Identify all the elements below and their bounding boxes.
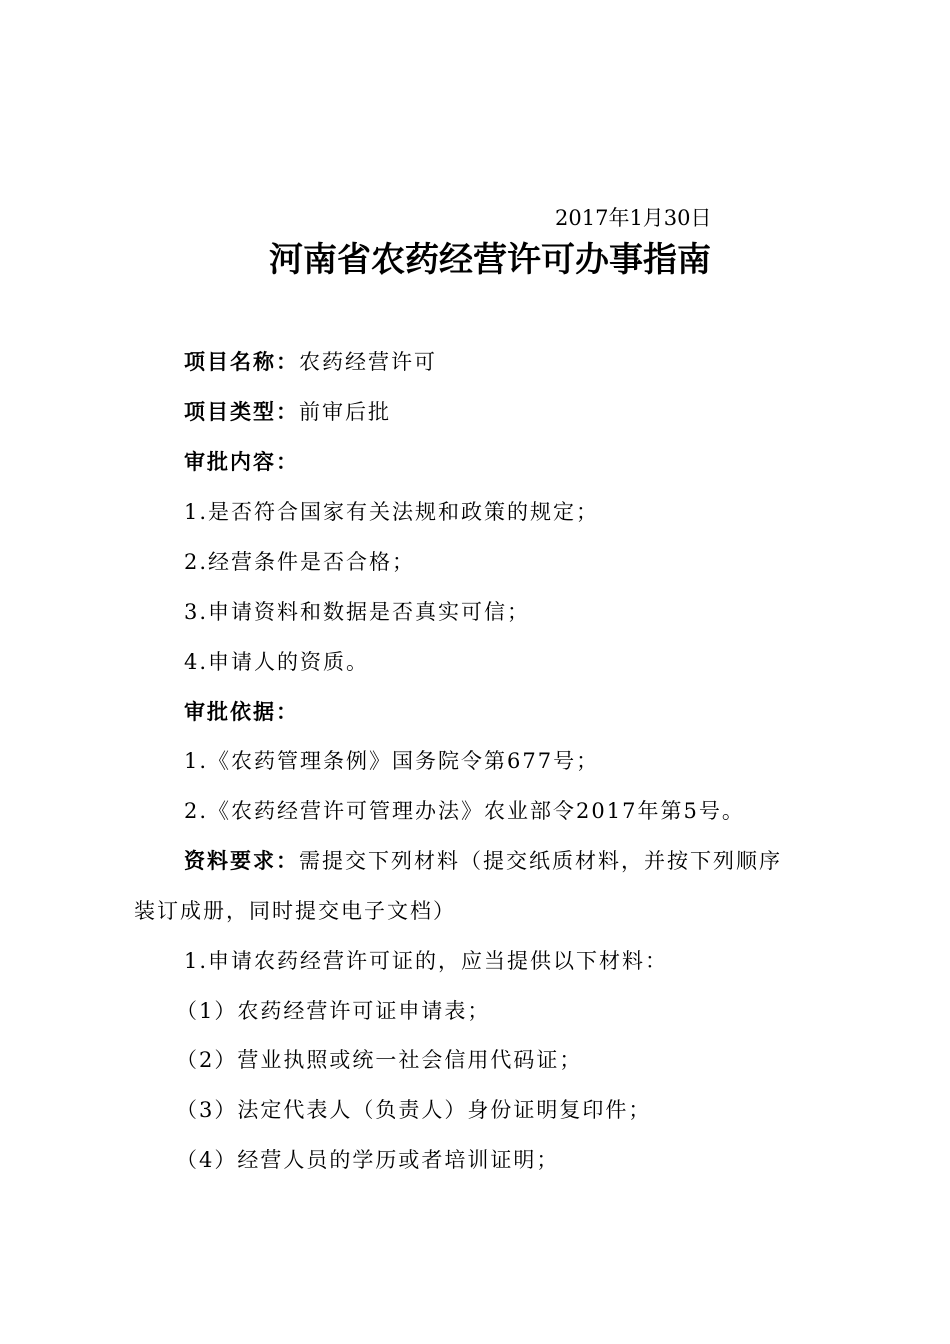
materials-intro: 1.申请农药经营许可证的，应当提供以下材料：	[184, 949, 669, 973]
approval-basis-item: 2.《农药经营许可管理办法》农业部令2017年第5号。	[184, 799, 745, 823]
materials-item: （1）农药经营许可证申请表；	[176, 999, 491, 1023]
project-type-label: 项目类型：	[184, 399, 299, 424]
project-name-value: 农药经营许可	[299, 350, 437, 374]
materials-line-2: 装订成册，同时提交电子文档）	[134, 899, 456, 923]
materials-item: （3）法定代表人（负责人）身份证明复印件；	[176, 1098, 652, 1122]
document-date: 2017年1月30日	[555, 206, 712, 230]
approval-content-label: 审批内容：	[184, 449, 299, 474]
materials-line-1	[184, 846, 782, 876]
project-type-value: 前审后批	[299, 400, 391, 424]
document-title: 河南省农药经营许可办事指南	[269, 240, 711, 280]
project-name-label: 项目名称：	[184, 349, 299, 374]
approval-content-item: 2.经营条件是否合格；	[184, 550, 416, 574]
materials-label: 资料要求：	[184, 848, 299, 873]
approval-content-item: 3.申请资料和数据是否真实可信；	[184, 600, 531, 624]
approval-content-item: 4.申请人的资质。	[184, 650, 370, 674]
materials-text-1: 需提交下列材料（提交纸质材料，并按下列顺序	[299, 849, 782, 873]
project-name-line	[184, 347, 437, 377]
materials-item: （4）经营人员的学历或者培训证明；	[176, 1148, 560, 1172]
approval-content-item: 1.是否符合国家有关法规和政策的规定；	[184, 500, 600, 524]
approval-content-heading	[184, 447, 299, 477]
approval-basis-heading	[184, 697, 299, 727]
approval-basis-label: 审批依据：	[184, 699, 299, 724]
project-type-line	[184, 397, 391, 427]
materials-item: （2）营业执照或统一社会信用代码证；	[176, 1048, 583, 1072]
approval-basis-item: 1.《农药管理条例》国务院令第677号；	[184, 749, 600, 773]
